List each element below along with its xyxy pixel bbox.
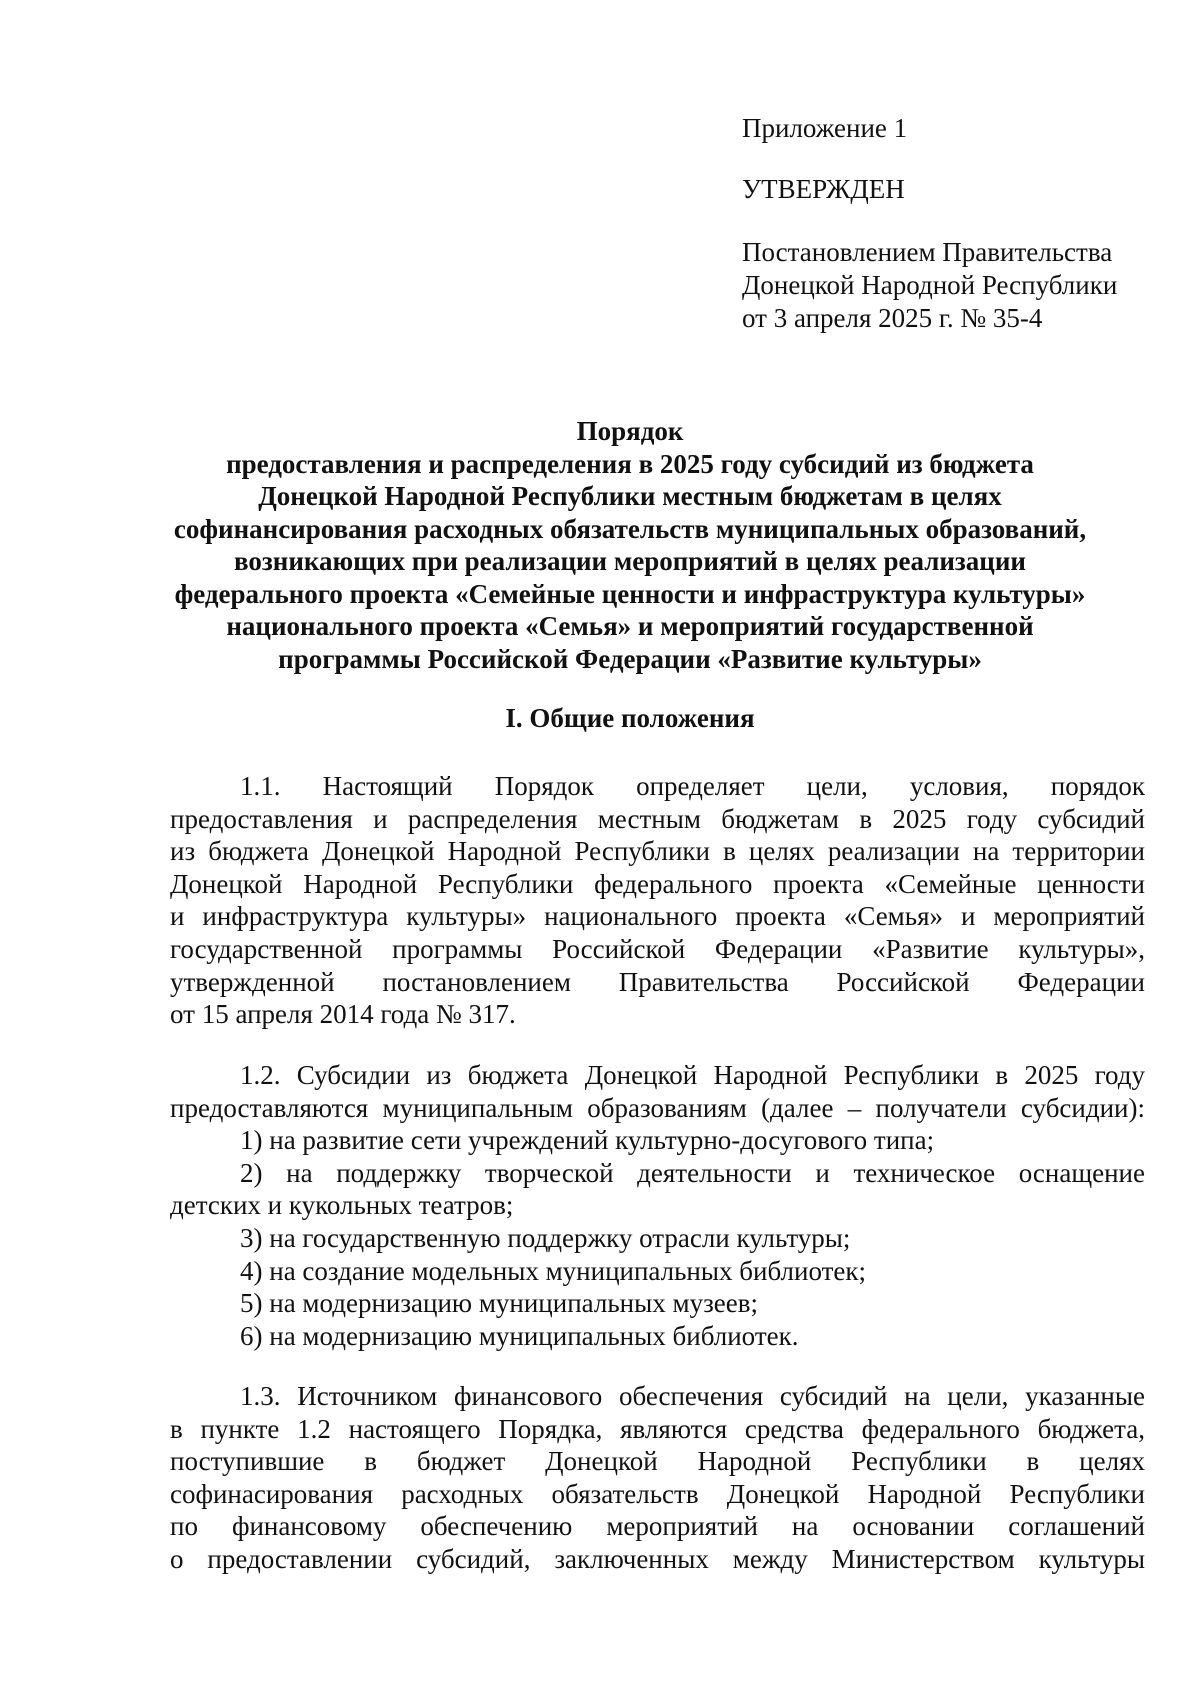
list-item: 4) на создание модельных муниципальных библиотек; xyxy=(240,1255,866,1286)
paragraph-line: 1.2. Субсидии из бюджета Донецкой Народной Республики в 2025 году xyxy=(240,1060,1145,1090)
approval-line-3: от 3 апреля 2025 г. № 35-4 xyxy=(742,303,1043,333)
approval-line-1: Постановлением Правительства xyxy=(742,237,1113,267)
section-heading: I. Общие положения xyxy=(505,703,755,733)
paragraph-line: предоставляются муниципальным образованиям (далее – получатели субсидии): xyxy=(170,1092,1145,1123)
title-line-6: федерального проекта «Семейные ценности и инфраструктура культуры» xyxy=(174,578,1086,609)
paragraph-line: государственной программы Российской Федерации «Развитие культуры», xyxy=(170,933,1145,964)
paragraph-line: предоставления и распределения местным бюджетам в 2025 году субсидий xyxy=(170,803,1145,834)
title-line-4: софинансирования расходных обязательств муниципальных образований, xyxy=(173,513,1087,544)
paragraph-line: поступившие в бюджет Донецкой Народной Республики в целях xyxy=(170,1446,1145,1477)
paragraph-line: 1.3. Источником финансового обеспечения субсидий на цели, указанные xyxy=(240,1381,1145,1411)
title-line-1: Порядок xyxy=(576,416,684,446)
paragraph-line: софинасирования расходных обязательств Донецкой Народной Республики xyxy=(170,1478,1145,1509)
approved-label: УТВЕРЖДЕН xyxy=(742,174,905,204)
paragraph-line: Донецкой Народной Республики федерального проекта «Семейные ценности xyxy=(170,868,1145,899)
paragraph-line: в пункте 1.2 настоящего Порядка, являются средства федерального бюджета, xyxy=(170,1413,1145,1444)
title-line-3: Донецкой Народной Республики местным бюджетам в целях xyxy=(258,481,1002,511)
list-item: 5) на модернизацию муниципальных музеев; xyxy=(240,1288,758,1319)
title-line-7: национального проекта «Семья» и мероприятий государственной xyxy=(226,611,1034,641)
paragraph-line: и инфраструктура культуры» национального проекта «Семья» и мероприятий xyxy=(170,901,1145,932)
paragraph-line: утвержденной постановлением Правительства Российской Федерации xyxy=(170,966,1145,997)
title-line-8: программы Российской Федерации «Развитие культуры» xyxy=(278,643,982,674)
paragraph-1-3 xyxy=(170,1380,1145,1576)
paragraph-line: из бюджета Донецкой Народной Республики в целях реализации на территории xyxy=(170,836,1145,867)
paragraph-line: по финансовому обеспечению мероприятий на основании соглашений xyxy=(170,1511,1145,1542)
list-item: 2) на поддержку творческой деятельности и техническое оснащение xyxy=(240,1157,1145,1188)
approval-stamp-block xyxy=(742,112,1162,335)
annex-label: Приложение 1 xyxy=(742,113,908,143)
list-item: 6) на модернизацию муниципальных библиотек. xyxy=(240,1320,799,1351)
document-title xyxy=(120,415,1140,675)
title-line-2: предоставления и распределения в 2025 году субсидий из бюджета xyxy=(226,448,1034,479)
list-item: 3) на государственную поддержку отрасли культуры; xyxy=(240,1222,851,1253)
list-item: 1) на развитие сети учреждений культурно-досугового типа; xyxy=(240,1125,935,1156)
paragraph-line: о предоставлении субсидий, заключенных между Министерством культуры xyxy=(170,1543,1145,1574)
list-item-continuation: детских и кукольных театров; xyxy=(170,1190,514,1221)
paragraph-1-1 xyxy=(170,770,1145,1031)
approval-line-2: Донецкой Народной Республики xyxy=(742,270,1118,300)
paragraph-line: 1.1. Настоящий Порядок определяет цели, условия, порядок xyxy=(240,771,1145,801)
title-line-5: возникающих при реализации мероприятий в целях реализации xyxy=(234,546,1026,576)
paragraph-1-2 xyxy=(170,1059,1145,1352)
paragraph-line: от 15 апреля 2014 года № 317. xyxy=(170,999,516,1030)
